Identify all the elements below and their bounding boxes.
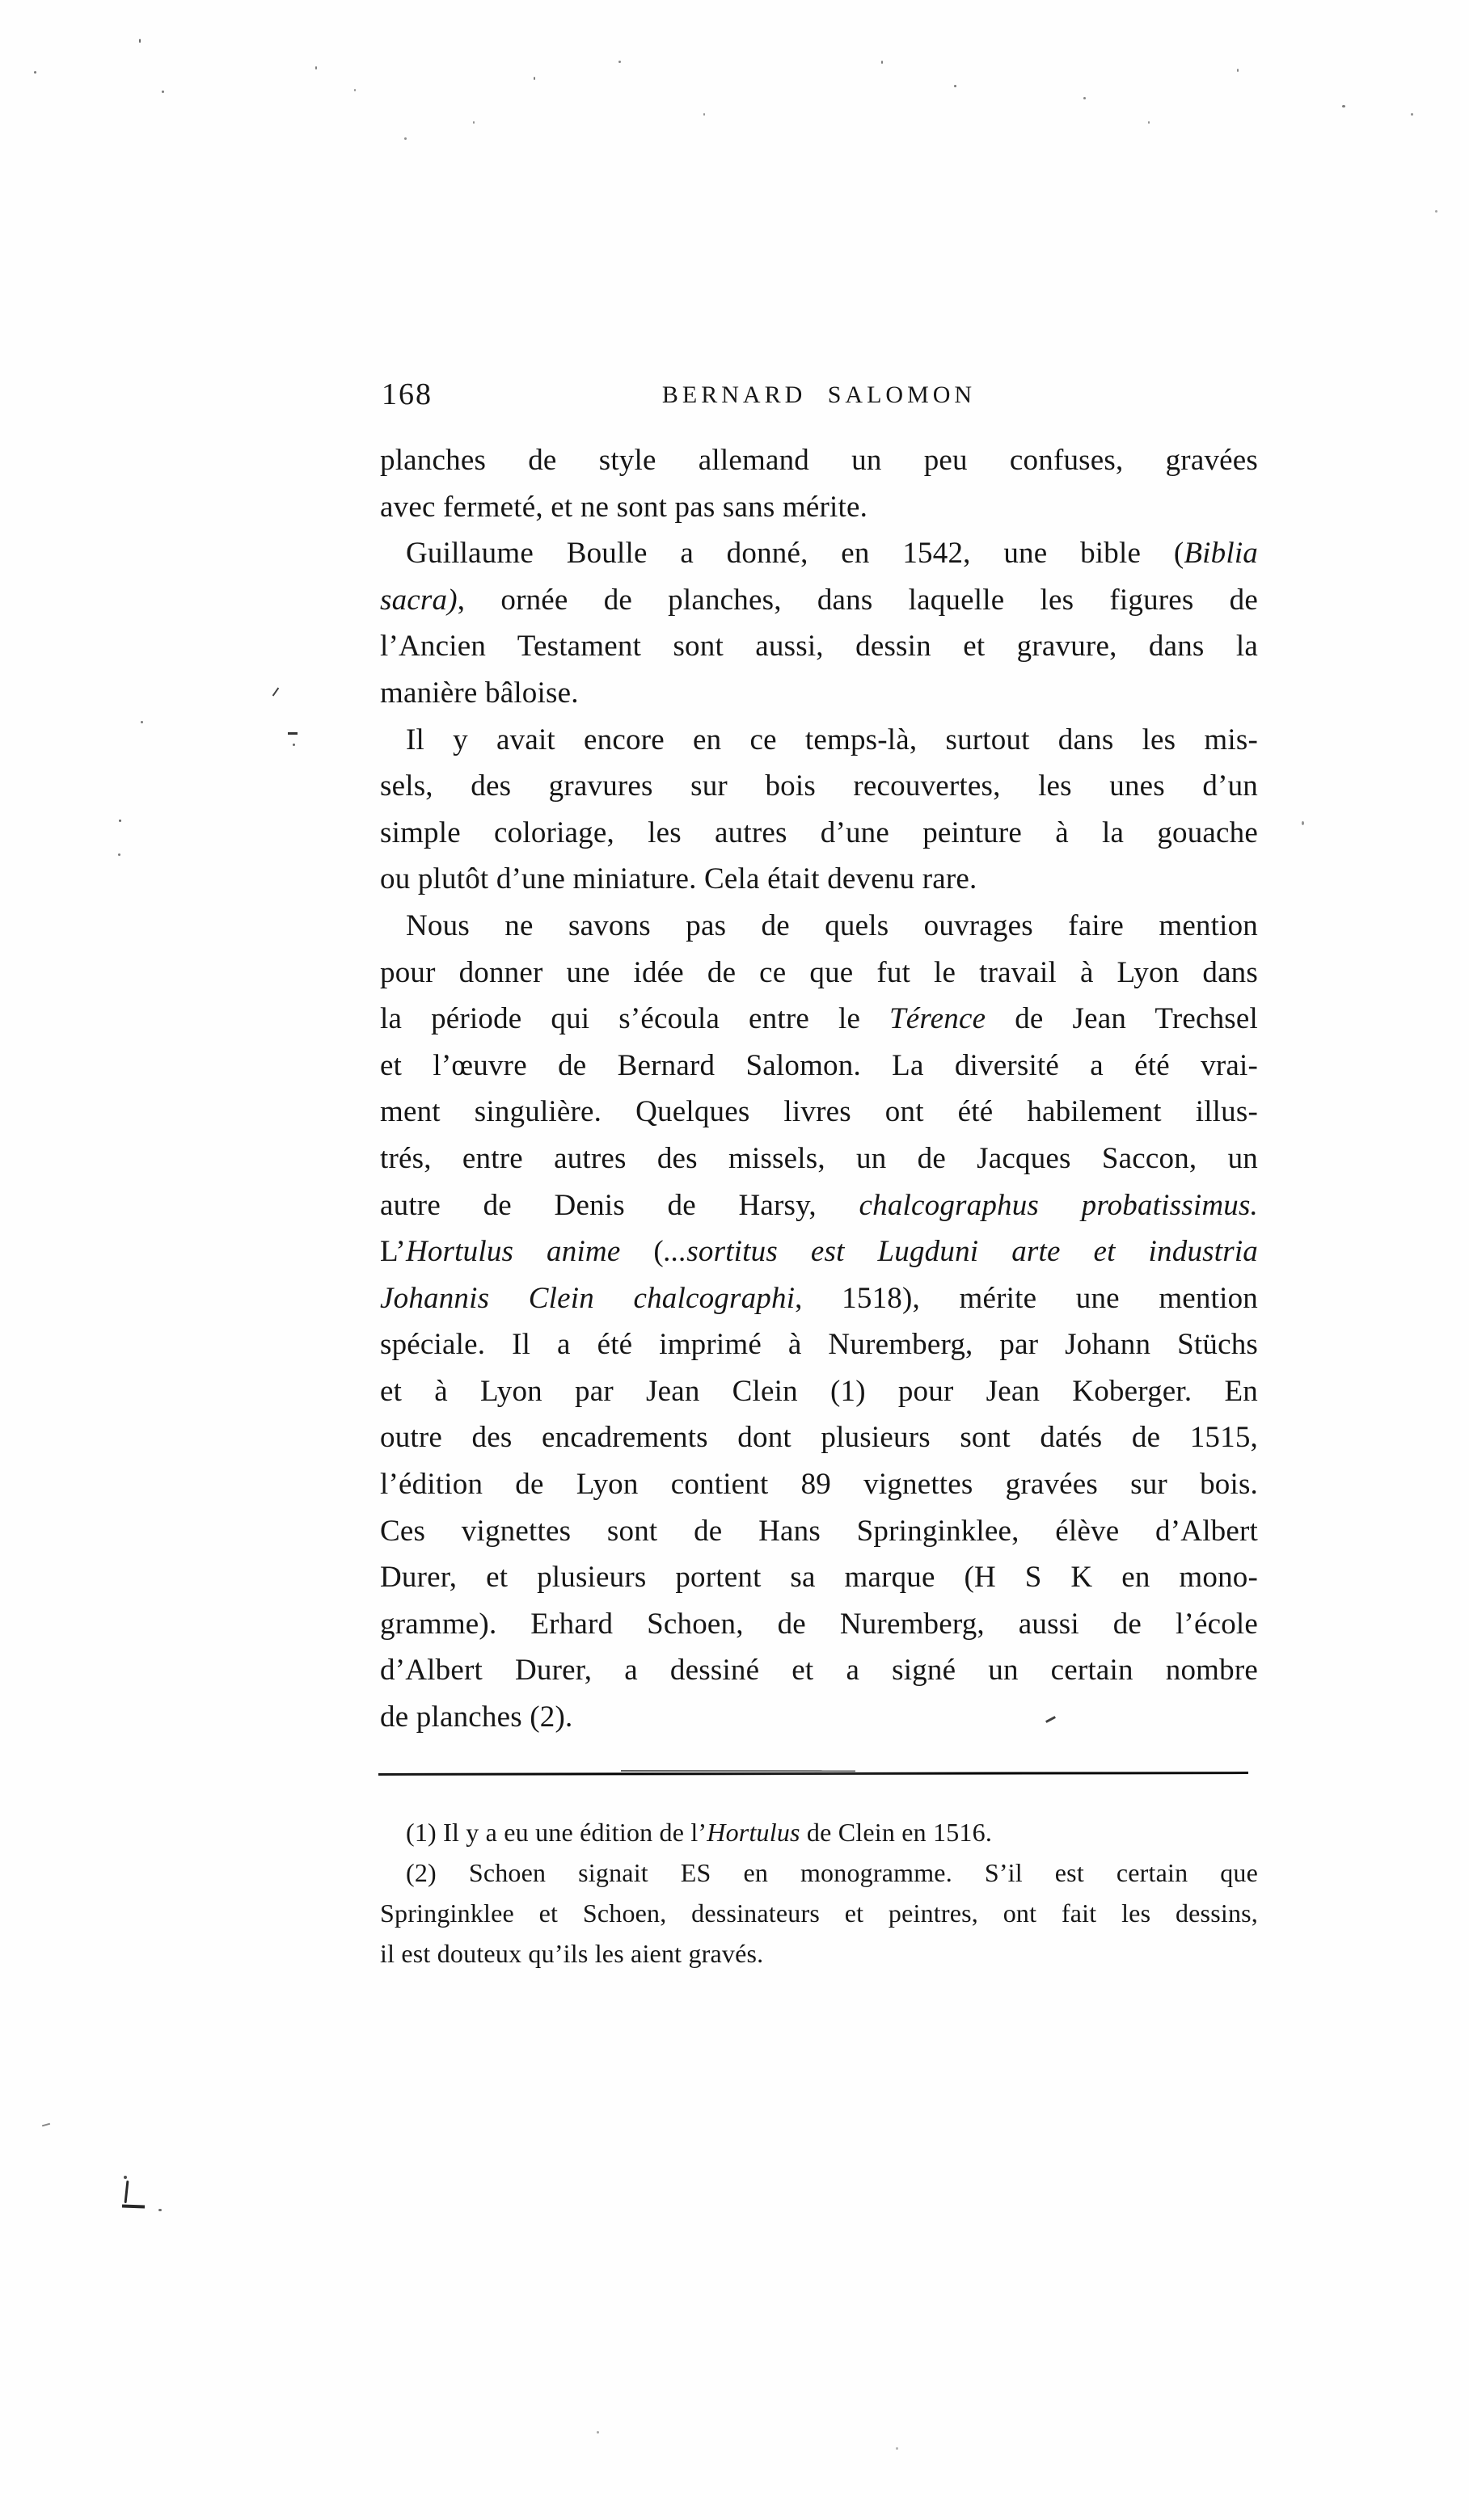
ink-speck [124, 2176, 127, 2179]
text-line [380, 623, 1258, 670]
ink-speck [1148, 121, 1150, 124]
text-line [380, 1136, 1258, 1182]
text-line [380, 670, 1258, 717]
text-segment: Ces vignettes sont de Hans Springinklee, élève d’Albert [380, 1514, 1258, 1548]
ink-speck [119, 820, 121, 822]
text-segment: gramme). Erhard Schoen, de Nuremberg, aussi de l’école [380, 1607, 1258, 1641]
text-line [380, 950, 1258, 997]
text-segment: de Clein en 1516. [800, 1818, 993, 1847]
italic-text-segment: Hortulus anime [405, 1235, 621, 1269]
page-body [380, 437, 1258, 1741]
text-segment: , ornée de planches, dans laquelle les figures de [457, 583, 1258, 617]
text-segment: avec fermeté, et ne sont pas sans mérite. [380, 490, 868, 524]
text-line [380, 1508, 1258, 1555]
italic-text-segment: Térence [889, 1002, 986, 1036]
ink-speck [1237, 69, 1239, 72]
text-line [380, 1694, 1258, 1741]
text-segment: autre de Denis de Harsy, [380, 1188, 859, 1222]
text-line [380, 530, 1258, 577]
ink-speck [1411, 113, 1413, 116]
text-segment: l’édition de Lyon contient 89 vignettes gravées sur bois. [380, 1468, 1258, 1502]
text-segment: Il y avait encore en ce temps-là, surtout dans les mis- [406, 723, 1258, 756]
ink-speck [597, 2431, 599, 2434]
footnote-divider [378, 1772, 1248, 1776]
text-line [380, 810, 1258, 857]
ink-speck [293, 744, 295, 746]
margin-dash [288, 732, 298, 735]
text-segment: Nous ne savons pas de quels ouvrages faire mention [406, 908, 1258, 942]
ink-squiggle [125, 2181, 129, 2203]
text-segment: et à Lyon par Jean Clein (1) pour Jean Koberger. En [380, 1374, 1258, 1408]
text-line [380, 856, 1258, 903]
text-line [380, 903, 1258, 950]
text-segment: outre des encadrements dont plusieurs sont datés de 1515, [380, 1421, 1258, 1455]
text-segment: spéciale. Il a été imprimé à Nuremberg, par Johann Stüchs [380, 1328, 1258, 1362]
italic-text-segment: Biblia [1184, 537, 1258, 571]
text-segment: manière bâloise. [380, 676, 579, 710]
text-segment: (2) Schoen signait ES en monogramme. S’il est certain que [406, 1858, 1258, 1887]
text-line [380, 1368, 1258, 1415]
ink-speck [34, 71, 36, 74]
ink-speck [703, 113, 705, 116]
text-segment: l’Ancien Testament sont aussi, dessin et gravure, dans la [380, 630, 1258, 664]
text-line [380, 1182, 1258, 1229]
italic-text-segment: ...sortitus est Lugduni arte et industria [663, 1235, 1258, 1269]
italic-text-segment: chalcographus probatissimus. [859, 1188, 1258, 1222]
margin-tick [272, 688, 280, 697]
ink-speck [118, 853, 120, 856]
text-line [380, 1414, 1258, 1461]
text-segment: et l’œuvre de Bernard Salomon. La diversité a été vrai- [380, 1048, 1258, 1082]
ink-speck [139, 39, 141, 43]
text-line [380, 437, 1258, 484]
italic-text-segment: sacra) [380, 583, 458, 617]
text-segment: trés, entre autres des missels, un de Jacques Saccon, un [380, 1141, 1258, 1175]
ink-speck [315, 66, 317, 70]
text-segment: simple coloriage, les autres d’une peinture à la gouache [380, 815, 1258, 849]
ink-speck [158, 2209, 162, 2211]
text-line [380, 1554, 1258, 1601]
text-line [380, 996, 1258, 1043]
text-line [380, 577, 1258, 624]
text-segment: Durer, et plusieurs portent sa marque (H S K en mono- [380, 1561, 1258, 1595]
text-segment: il est douteux qu’ils les aient gravés. [380, 1939, 764, 1968]
text-segment: pour donner une idée de ce que fut le travail à Lyon dans [380, 955, 1258, 989]
text-line [380, 1275, 1258, 1322]
text-line [380, 1893, 1258, 1933]
text-line [380, 1812, 1258, 1852]
page-number: 168 [382, 377, 433, 411]
ink-speck [881, 61, 883, 64]
text-line [380, 1321, 1258, 1368]
ink-speck [141, 721, 143, 723]
text-segment: ( [620, 1235, 664, 1269]
text-line [380, 1461, 1258, 1508]
italic-text-segment: Johannis Clein chalcographi [380, 1281, 796, 1315]
text-line [380, 1647, 1258, 1694]
text-segment: Guillaume Boulle a donné, en 1542, une bible ( [406, 537, 1184, 571]
ink-squiggle [122, 2205, 145, 2209]
text-line [380, 1089, 1258, 1136]
ink-speck [896, 2447, 898, 2450]
ink-speck [473, 121, 475, 124]
text-segment: de Jean Trechsel [986, 1002, 1258, 1036]
ink-speck [954, 85, 956, 87]
running-header: BERNARD SALOMON [661, 381, 977, 408]
ink-speck [1302, 821, 1304, 825]
text-segment: L’ [380, 1235, 406, 1269]
text-line [380, 1228, 1258, 1275]
text-line [380, 1852, 1258, 1893]
text-segment: (1) Il y a eu une édition de l’ [406, 1818, 707, 1847]
margin-tick [42, 2123, 50, 2127]
ink-speck [404, 137, 407, 140]
ink-speck [1083, 97, 1086, 99]
text-line [380, 763, 1258, 810]
text-segment: Springinklee et Schoen, dessinateurs et peintres, ont fait les dessins, [380, 1898, 1258, 1928]
text-segment: ment singulière. Quelques livres ont été habilement illus- [380, 1095, 1258, 1129]
ink-speck [1435, 210, 1437, 213]
text-segment: , 1518), mérite une mention [795, 1281, 1258, 1315]
text-line [380, 1601, 1258, 1648]
italic-text-segment: Hortulus [707, 1818, 800, 1847]
text-line [380, 717, 1258, 764]
ink-speck [354, 89, 356, 91]
text-line [380, 1043, 1258, 1089]
footnote-divider-irregularity [621, 1770, 855, 1772]
text-segment: sels, des gravures sur bois recouvertes, les unes d’un [380, 769, 1258, 803]
text-segment: la période qui s’écoula entre le [380, 1002, 890, 1036]
footnotes-body [380, 1812, 1258, 1974]
text-segment: de planches (2). [380, 1700, 573, 1734]
ink-speck [162, 91, 164, 93]
text-segment: ou plutôt d’une miniature. Cela était devenu rare. [380, 862, 977, 896]
text-line [380, 1933, 1258, 1974]
text-line [380, 484, 1258, 531]
ink-speck [618, 61, 621, 63]
text-segment: planches de style allemand un peu confuses, gravées [380, 444, 1258, 477]
text-segment: d’Albert Durer, a dessiné et a signé un certain nombre [380, 1654, 1258, 1688]
ink-speck [1342, 105, 1345, 107]
ink-speck [534, 77, 535, 80]
